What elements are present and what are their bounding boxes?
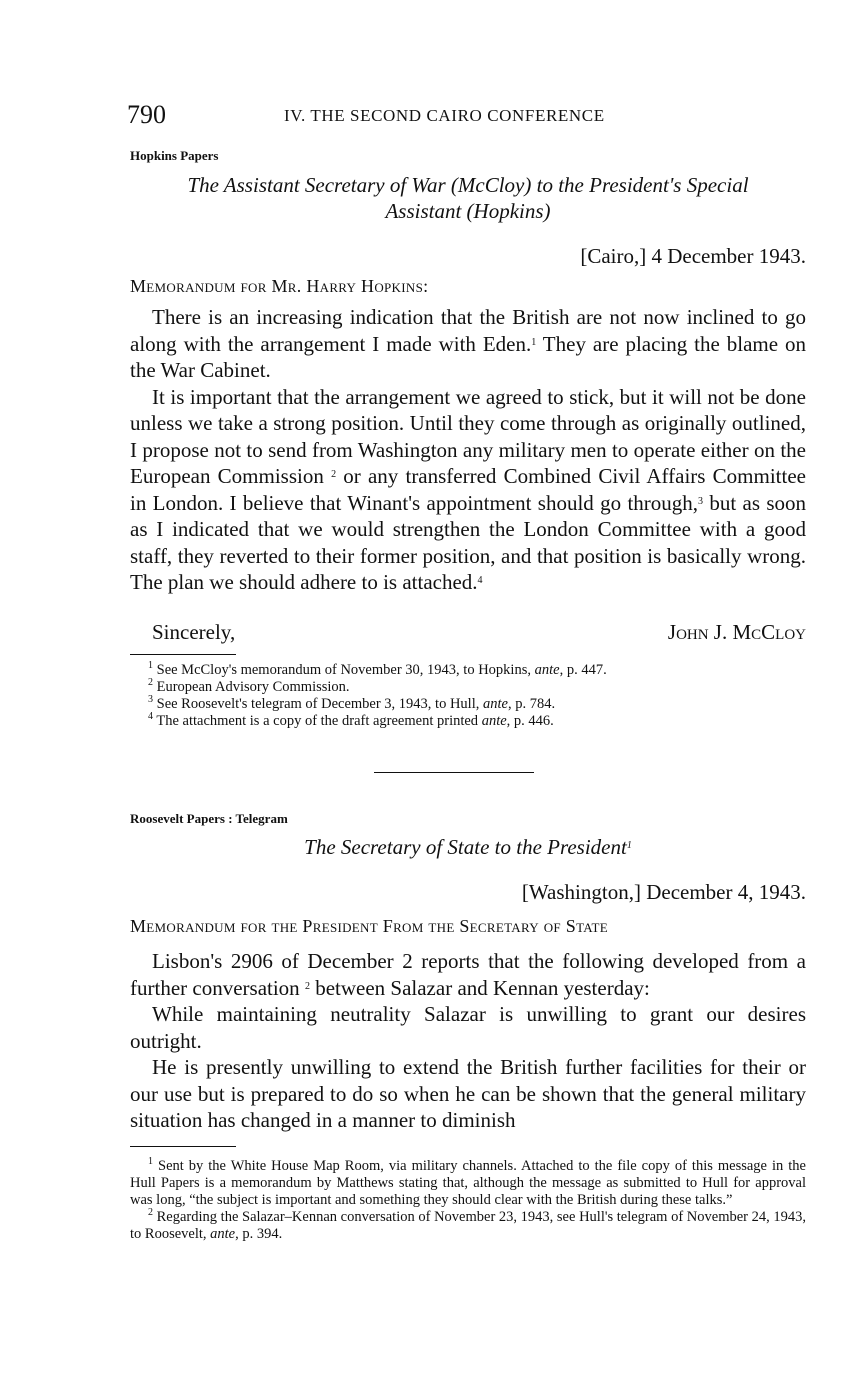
doc1-memo-heading: Memorandum for Mr. Harry Hopkins: — [130, 276, 429, 296]
doc2-paragraph-1: Lisbon's 2906 of December 2 reports that the following developed from a further conversation $^2$ between Salazar and Kennan yesterday: — [130, 949, 806, 1000]
doc1-title-line1: The Assistant Secretary of War (McCloy) to the President's Special — [187, 173, 749, 197]
running-title: IV. THE SECOND CAIRO CONFERENCE — [284, 106, 605, 125]
doc1-source: Hopkins Papers — [130, 148, 219, 163]
doc2-body — [130, 948, 806, 1134]
footnote-ref: 1 — [531, 336, 537, 348]
doc2-paragraph-2: While maintaining neutrality Salazar is unwilling to grant our desires outright. — [130, 1002, 806, 1053]
page-number: 790 — [127, 100, 166, 129]
footnote: $^3$ See Roosevelt's telegram of December 3, 1943, to Hull, ante, p. 784. — [148, 694, 556, 712]
section-separator — [374, 772, 534, 773]
footnote-ref: 4 — [477, 575, 483, 586]
signature: John J. McCloy — [667, 620, 806, 644]
running-header — [127, 100, 806, 130]
footnote: $^2$ European Advisory Commission. — [148, 677, 350, 695]
footnote-rule — [130, 1146, 236, 1147]
footnote: $^1$ See McCloy's memorandum of November 30, 1943, to Hopkins, ante, p. 447. — [148, 660, 607, 678]
footnote-ref: 1 — [626, 840, 632, 851]
footnote: $^4$ The attachment is a copy of the draft agreement printed ante, p. 446. — [148, 711, 554, 729]
footnote: $^1$ Sent by the White House Map Room, via military channels. Attached to the file copy of this message in the Hull Papers is a memorandum by Matthews stating that, although the message as submitted to Hull for approval was long, “the subject is important and something they should clear with the British during these talks.” — [130, 1156, 806, 1208]
closing: Sincerely, — [152, 620, 236, 644]
doc2-footnotes — [130, 1158, 806, 1243]
footnote: $^2$ Regarding the Salazar–Kennan conversation of November 23, 1943, see Hull's telegram of November 24, 1943, to Roosevelt, ante, p. 394. — [130, 1207, 806, 1242]
doc1-paragraph-1: There is an increasing indication that the British are not now inclined to go along with the arrangement I made with Eden.$^1$ They are placing the blame on the War Cabinet. — [130, 305, 806, 382]
doc1-title-line2: Assistant (Hopkins) — [385, 199, 551, 223]
doc1-paragraph-2: It is important that the arrangement we agreed to stick, but it will not be done unless we take a strong position. Until they come through as originally outlined, I propose not to send from Washington any military men to operate either on the European Commission $^2$ or any transferred Combined Civil Affairs Committee in London. I believe that Winant's appointment should go through,$^3$ but as soon as I indicated that we would strengthen the London Committee with a good staff, they reverted to their former position, and that position is basically wrong. The plan we should adhere to is attached.$^4$ — [130, 384, 806, 594]
doc1-body — [130, 304, 806, 596]
doc1-date: [Cairo,] 4 December 1943. — [580, 244, 806, 268]
footnote-ref: 2 — [331, 469, 337, 480]
doc1-title — [130, 172, 806, 224]
doc1-footnotes — [130, 662, 806, 730]
footnote-rule — [130, 654, 236, 655]
doc2-paragraph-3: He is presently unwilling to extend the British further facilities for their or our use but is prepared to do so when he can be shown that the general military situation has changed in a manner to diminish — [130, 1055, 806, 1132]
doc2-date: [Washington,] December 4, 1943. — [521, 880, 806, 904]
doc2-title: The Secretary of State to the President$^1$ — [304, 835, 632, 859]
footnote-ref: 3 — [698, 495, 704, 507]
footnote-ref: 2 — [304, 980, 310, 992]
doc2-source: Roosevelt Papers : Telegram — [130, 811, 288, 826]
doc2-memo-heading: Memorandum for the President From the Secretary of State — [130, 916, 608, 936]
